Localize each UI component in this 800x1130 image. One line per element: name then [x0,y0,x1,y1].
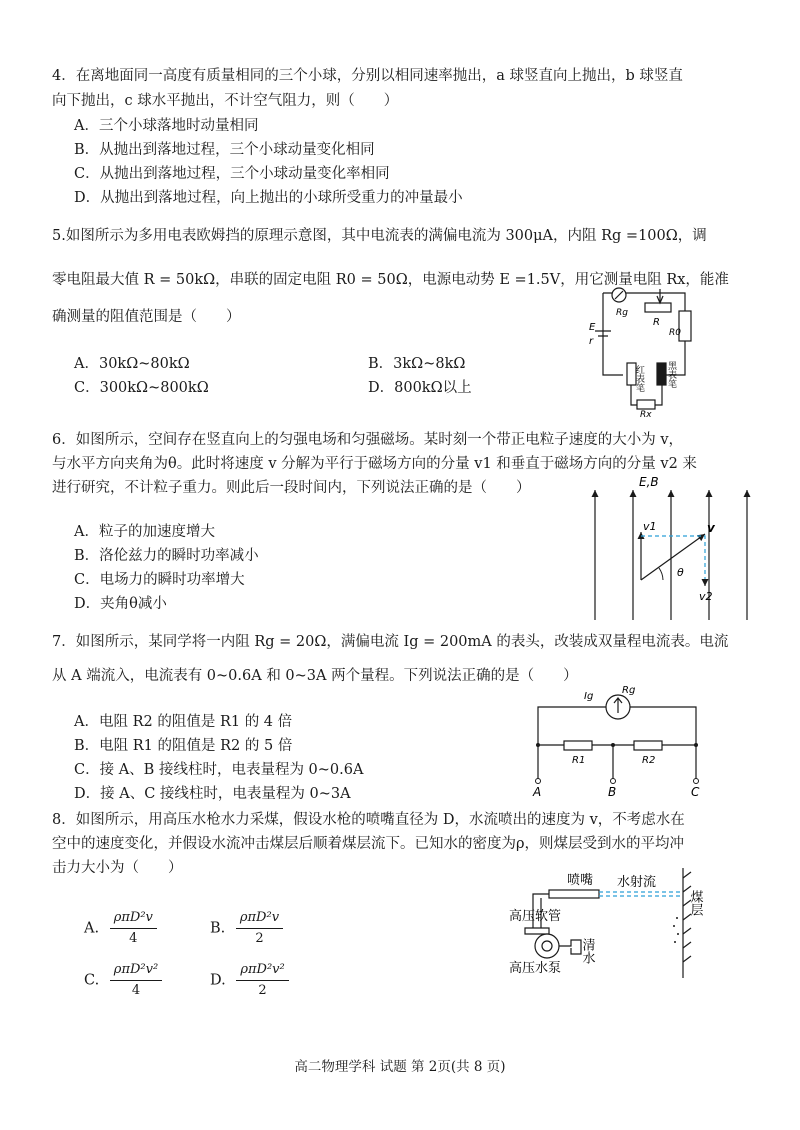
q8-fig-label-jet: 水射流 [617,875,657,890]
q8-fig-label-hose: 高压软管 [509,909,562,924]
q8-stem-line2: 空中的速度变化，并假设水流冲击煤层后顺着煤层流下。已知水的密度为ρ，则煤层受到水的平均冲 [52,836,685,852]
q4-option-b: B．从抛出到落地过程，三个小球动量变化相同 [74,142,375,158]
q8-option-d [210,960,289,1001]
q5-option-b: B．3kΩ~8kΩ [368,356,466,372]
q8-option-d-denominator: 2 [258,983,267,998]
q5-option-a: A．30kΩ~80kΩ [74,356,190,372]
q7-fig-label-R2: R2 [642,755,656,766]
q6-option-d: D．夹角θ减小 [74,596,167,612]
q5-stem-line2: 零电阻最大值 R = 50kΩ，串联的固定电阻 R0 = 50Ω，电源电动势 E =1.5V，用它测量电阻 Rx，能准 [52,272,729,288]
q8-option-d-numerator: ρπD²v² [236,960,288,981]
q7-option-d: D．接 A、C 接线柱时，电表量程为 0~3A [74,786,351,802]
q6-option-a: A．粒子的加速度增大 [74,524,215,540]
q8-option-b-label: B. [210,920,226,937]
q5-fig-label-E: E [589,322,596,333]
q6-field-vector-diagram [585,472,755,622]
q4-option-d: D．从抛出到落地过程，向上抛出的小球所受重力的冲量最小 [74,190,463,206]
q8-option-c-label: C. [84,972,100,989]
q5-option-d: D．800kΩ以上 [368,380,472,396]
q5-fig-label-r: r [589,336,594,347]
q7-fig-label-B: B [608,785,617,798]
q7-fig-label-A: A [533,785,542,798]
q5-fig-label-black-probe: 黑表笔 [666,361,676,388]
q8-fig-label-nozzle: 喷嘴 [567,873,594,888]
q5-fig-label-Rx: Rx [640,410,652,418]
q8-stem-line1: 8．如图所示，用高压水枪水力采煤，假设水枪的喷嘴直径为 D，水流喷出的速度为 v，不考虑水在 [52,812,685,828]
q8-option-a-numerator: ρπD²v [110,908,157,929]
q5-fig-label-R0: R0 [669,328,681,338]
q5-stem-line1: 5.如图所示为多用电表欧姆挡的原理示意图，其中电流表的满偏电流为 300μA，内阻 Rg =100Ω，调 [52,228,707,244]
q6-stem-line2: 与水平方向夹角为θ。此时将速度 v 分解为平行于磁场方向的分量 v1 和垂直于磁场方向的分量 v2 来 [52,456,697,472]
q8-option-a-label: A. [84,920,100,937]
q6-fig-label-v2: v2 [699,590,713,603]
q8-option-c [84,960,162,1001]
q7-fig-label-C: C [691,785,700,798]
q8-stem-line3: 击力大小为（ ） [52,860,183,876]
q6-fig-label-theta: θ [677,566,684,579]
q5-ohmmeter-circuit-diagram [585,283,705,418]
q7-stem-line2: 从 A 端流入，电流表有 0~0.6A 和 0~3A 两个量程。下列说法正确的是（ ） [52,668,578,684]
page-footer: 高二物理学科 试题 第 2页(共 8 页) [294,1059,506,1075]
q4-option-c: C．从抛出到落地过程，三个小球动量变化率相同 [74,166,390,182]
q8-option-a [84,908,157,949]
q5-stem-line3: 确测量的阻值范围是（ ） [52,309,241,325]
q7-option-b: B．电阻 R1 的阻值是 R2 的 5 倍 [74,738,293,754]
q5-fig-label-Rg: Rg [616,308,628,318]
q7-fig-label-R1: R1 [572,755,586,766]
q6-option-c: C．电场力的瞬时功率增大 [74,572,245,588]
q8-option-b-numerator: ρπD²v [236,908,283,929]
q7-fig-label-Rg: Rg [622,685,636,696]
q8-fig-label-seam: 煤层 [687,890,703,916]
q7-fig-label-Ig: Ig [584,691,594,702]
q5-option-c: C．300kΩ~800kΩ [74,380,209,396]
q8-option-c-denominator: 4 [131,983,141,998]
q7-option-c: C．接 A、B 接线柱时，电表量程为 0~0.6A [74,762,364,778]
q4-stem-line2: 向下抛出，c 球水平抛出，不计空气阻力，则（ ） [52,93,399,109]
q6-stem-line1: 6．如图所示，空间存在竖直向上的匀强电场和匀强磁场。某时刻一个带正电粒子速度的大小为 v， [52,432,684,448]
q8-option-d-label: D. [210,972,226,989]
q6-option-b: B．洛伦兹力的瞬时功率减小 [74,548,259,564]
q6-fig-label-v: v [707,521,715,535]
q8-option-a-denominator: 4 [129,931,138,946]
q5-fig-label-R: R [653,317,660,328]
q8-option-b-denominator: 2 [255,931,264,946]
q8-water-jet-mining-diagram [505,868,725,978]
q7-option-a: A．电阻 R2 的阻值是 R1 的 4 倍 [74,714,293,730]
q8-fig-label-water: 清水 [579,938,595,964]
q6-fig-label-EB: E,B [639,475,659,489]
q6-stem-line3: 进行研究，不计粒子重力。则此后一段时间内，下列说法正确的是（ ） [52,480,531,496]
q8-option-b [210,908,283,949]
q8-fig-label-pump: 高压水泵 [509,961,562,976]
q6-fig-label-v1: v1 [643,520,657,533]
q5-fig-label-red-probe: 红表笔 [634,365,644,392]
q7-stem-line1: 7．如图所示，某同学将一内阻 Rg = 20Ω，满偏电流 Ig = 200mA 的表头，改装成双量程电流表。电流 [52,634,729,650]
q7-ammeter-circuit-diagram [528,683,708,798]
q4-stem-line1: 4．在离地面同一高度有质量相同的三个小球，分别以相同速率抛出，a 球竖直向上抛出，b 球竖直 [52,68,683,84]
q8-option-c-numerator: ρπD²v² [110,960,162,981]
q4-option-a: A．三个小球落地时动量相同 [74,118,259,134]
